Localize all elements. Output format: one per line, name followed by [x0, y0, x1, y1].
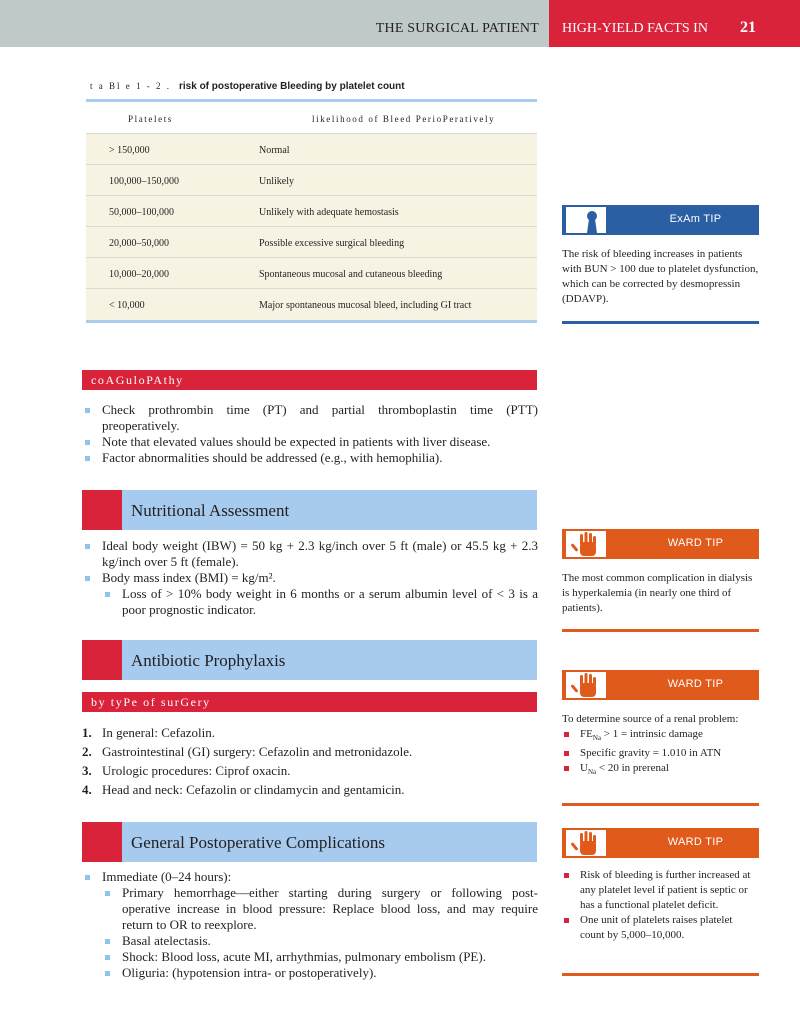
likelihood-cell: Spontaneous mucosal and cutaneous bleeding [259, 269, 443, 280]
section-marker [82, 640, 122, 680]
item-text: Urologic procedures: Ciprof oxacin. [102, 763, 291, 778]
list-item: Check prothrombin time (PT) and partial thromboplastin time (PTT) preoperatively. [82, 402, 538, 434]
tip-list-item: One unit of platelets raises platelet count by 5,000–10,000. [562, 913, 759, 943]
list-item-text: Body mass index (BMI) = kg/m². [102, 570, 276, 585]
table-col-likelihood: likelihood of Bleed PerioPeratively [312, 114, 496, 124]
table-label: t a Bl e 1 - 2 . [90, 81, 171, 91]
table-row [86, 165, 537, 196]
tip-list-item [562, 761, 759, 780]
complications-heading: General Postoperative Complications [131, 833, 385, 852]
ward-tip-rule [562, 973, 759, 976]
fe-text: > 1 = intrinsic damage [601, 728, 703, 740]
keyhole-icon [566, 207, 606, 233]
exam-tip-rule [562, 321, 759, 324]
u-label: U [580, 762, 588, 775]
likelihood-cell: Normal [259, 145, 290, 156]
ward-tip-banner [562, 670, 759, 700]
platelet-cell: 50,000–100,000 [109, 207, 174, 218]
fe-label: FE [580, 728, 593, 740]
table-col-platelets: Platelets [128, 114, 173, 124]
ward-tip-title: WARD TIP [667, 836, 724, 848]
table-row [86, 227, 537, 258]
item-number: 4. [82, 782, 92, 797]
tip-list-item: Risk of bleeding is further increased at any platelet level if patient is septic or has a functional platelet deficit. [562, 868, 759, 913]
ward-tip-banner [562, 529, 759, 559]
surgery-type-heading [82, 692, 537, 712]
table-bottom-rule [86, 320, 537, 323]
table-body [86, 134, 537, 320]
list-item [82, 570, 538, 618]
list-item: Factor abnormalities should be addressed (e.g., with hemophilia). [82, 450, 538, 466]
book-title: HIGH-YIELD FACTS IN [562, 21, 708, 36]
antibiotic-list [82, 725, 538, 801]
platelet-cell: < 10,000 [109, 300, 145, 311]
coagulopathy-heading-text: coAGuloPAthy [91, 373, 184, 387]
nutrition-heading: Nutritional Assessment [131, 501, 290, 520]
item-number: 1. [82, 725, 92, 740]
platelet-cell: 100,000–150,000 [109, 176, 179, 187]
list-item [82, 869, 538, 981]
platelet-cell: > 150,000 [109, 145, 150, 156]
list-item [82, 744, 538, 760]
exam-tip-text: The risk of bleeding increases in patients with BUN > 100 due to platelet dysfunction, which can be corrected by desmopressin (DDAVP). [562, 248, 759, 305]
sub-list-item: Shock: Blood loss, acute MI, arrhythmias, pulmonary embolism (PE). [102, 949, 538, 965]
exam-tip-banner [562, 205, 759, 235]
running-header-section [0, 0, 549, 47]
tip-list-item: Specific gravity = 1.010 in ATN [562, 746, 759, 761]
ward-tip-title: WARD TIP [667, 678, 724, 690]
likelihood-cell: Major spontaneous mucosal bleed, including GI tract [259, 300, 472, 311]
likelihood-cell: Unlikely with adequate hemostasis [259, 207, 399, 218]
ward-tip-text: The most common complication in dialysis is hyperkalemia (in nearly one third of patients). [562, 572, 753, 614]
fe-subscript: Na [592, 734, 602, 743]
table-row [86, 258, 537, 289]
table-row [86, 289, 537, 320]
ward-tip-banner [562, 828, 759, 858]
likelihood-cell: Possible excessive surgical bleeding [259, 238, 405, 249]
sub-list-item: Basal atelectasis. [102, 933, 538, 949]
section-marker [82, 490, 122, 530]
sub-list-item: Oliguria: (hypotension intra- or postoperatively). [102, 965, 538, 981]
table-row [86, 134, 537, 165]
item-text: Head and neck: Cefazolin or clindamycin and gentamicin. [102, 782, 405, 797]
ward-tip-intro: To determine source of a renal problem: [562, 713, 739, 725]
u-subscript: Na [587, 768, 597, 777]
item-text: Gastrointestinal (GI) surgery: Cefazolin and metronidazole. [102, 744, 413, 759]
item-number: 3. [82, 763, 92, 778]
item-number: 2. [82, 744, 92, 759]
running-header-book [549, 0, 800, 47]
nutrition-list [82, 538, 538, 618]
ward-tip-rule [562, 629, 759, 632]
exam-tip-title: ExAm TIP [669, 213, 722, 225]
table-row [86, 196, 537, 227]
u-text: < 20 in prerenal [596, 762, 669, 775]
hand-icon [566, 531, 606, 557]
coagulopathy-list [82, 402, 538, 466]
surgery-type-heading-text: by tyPe of surGery [91, 695, 211, 709]
likelihood-cell: Unlikely [259, 176, 294, 187]
list-item: Note that elevated values should be expected in patients with liver disease. [82, 434, 538, 450]
complications-list [82, 869, 538, 981]
list-item [82, 763, 538, 779]
antibiotic-heading: Antibiotic Prophylaxis [131, 651, 286, 670]
ward-tip-renal [562, 712, 759, 780]
tip-list-item [562, 727, 759, 746]
coagulopathy-heading [82, 370, 537, 390]
list-item: Ideal body weight (IBW) = 50 kg + 2.3 kg/inch over 5 ft (male) or 45.5 kg + 2.3 kg/inch over 5 ft (female). [82, 538, 538, 570]
ward-tip-rule [562, 803, 759, 806]
section-title: THE SURGICAL PATIENT [375, 21, 539, 36]
table-caption [90, 81, 405, 92]
list-item-text: Immediate (0–24 hours): [102, 869, 232, 884]
table-title: risk of postoperative Bleeding by platelet count [179, 81, 405, 92]
sub-list-item: Loss of > 10% body weight in 6 months or a serum albumin level of < 3 is a poor prognostic indicator. [102, 586, 538, 618]
list-item [82, 782, 538, 798]
complications-section-bar [82, 822, 537, 862]
platelet-cell: 10,000–20,000 [109, 269, 169, 280]
table-header [86, 102, 537, 134]
list-item [82, 725, 538, 741]
hand-icon [566, 672, 606, 698]
antibiotic-section-bar [82, 640, 537, 680]
ward-tip-title: WARD TIP [667, 537, 724, 549]
page-number: 21 [740, 19, 756, 36]
hand-icon [566, 830, 606, 856]
platelet-cell: 20,000–50,000 [109, 238, 169, 249]
item-text: In general: Cefazolin. [102, 725, 215, 740]
nutrition-section-bar [82, 490, 537, 530]
sub-list-item: Primary hemorrhage—either starting during surgery or following post-operative increase in blood pressure: Replace blood loss, and may require return to OR to reexplore. [102, 885, 538, 933]
ward-tip-platelets [562, 868, 759, 943]
section-marker [82, 822, 122, 862]
